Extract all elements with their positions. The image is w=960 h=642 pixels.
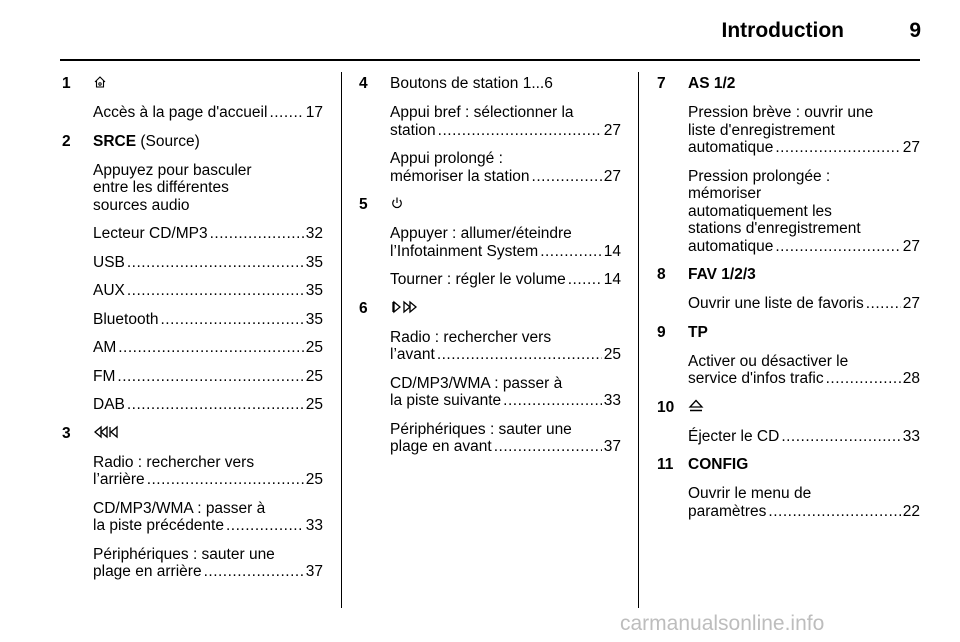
- entry-number: 3: [62, 424, 71, 442]
- page-reference[interactable]: 27: [902, 237, 920, 255]
- page-reference-line: [93, 104, 323, 122]
- index-entry: [657, 324, 920, 388]
- page-reference[interactable]: 25: [305, 396, 323, 413]
- page-reference[interactable]: 25: [603, 346, 621, 363]
- entry-heading: [93, 133, 323, 151]
- entry-description: [390, 421, 621, 456]
- reference-text: AUX: [93, 282, 125, 299]
- index-entry: [359, 196, 621, 289]
- dot-leader: [826, 370, 901, 388]
- dot-leader: [540, 243, 602, 261]
- entry-number: 10: [657, 398, 675, 416]
- entry-heading: [688, 266, 920, 284]
- reference-text: Bluetooth: [93, 310, 159, 328]
- description-line: mémoriser: [688, 185, 762, 202]
- entry-description: [93, 282, 323, 300]
- page-reference[interactable]: 35: [305, 282, 323, 299]
- dot-leader: [226, 517, 304, 535]
- dot-leader: [118, 339, 304, 357]
- entry-description: [93, 500, 323, 535]
- page-reference-line: [93, 339, 323, 357]
- dot-leader: [437, 346, 602, 364]
- entry-description: [390, 225, 621, 260]
- entry-body: [688, 75, 920, 255]
- page-reference-line: [93, 396, 323, 414]
- page-reference-line: [688, 503, 920, 521]
- description-line: Appuyer : allumer/éteindre: [390, 225, 572, 242]
- button-label: SRCE: [93, 132, 137, 150]
- reference-text: FM: [93, 367, 116, 385]
- description-line: Périphériques : sauter une: [93, 545, 275, 563]
- description-line: Activer ou désactiver le: [688, 352, 849, 370]
- entry-body: [390, 75, 621, 185]
- description-line: Ouvrir le menu de: [688, 485, 812, 502]
- description-line: Appui prolongé :: [390, 150, 503, 167]
- page-reference-line: [93, 563, 323, 581]
- entry-number: 9: [657, 323, 666, 341]
- page-reference-line: [390, 122, 621, 140]
- description-line: Radio : rechercher vers: [390, 328, 552, 346]
- entry-body: [390, 300, 621, 456]
- page-reference-line: [93, 471, 323, 489]
- entry-body: [93, 133, 323, 414]
- entry-number: 6: [359, 299, 368, 317]
- reference-text: automatique: [688, 139, 774, 156]
- watermark: carmanualsonline.info: [620, 612, 825, 635]
- description-line: Pression prolongée :: [688, 167, 831, 185]
- index-entry: [62, 75, 323, 122]
- button-label: AS 1/2: [688, 75, 736, 92]
- description-line: Appui bref : sélectionner la: [390, 104, 574, 121]
- dot-leader: [127, 282, 304, 300]
- home-icon: [93, 75, 107, 94]
- entry-description: [93, 162, 323, 215]
- entry-number: 2: [62, 132, 71, 150]
- description-line: liste d'enregistrement: [688, 121, 835, 139]
- dot-leader: [127, 254, 304, 272]
- page-reference[interactable]: 33: [902, 427, 920, 445]
- page-reference[interactable]: 25: [305, 367, 323, 385]
- index-entry: [62, 425, 323, 581]
- page-reference-line: [390, 168, 621, 186]
- description-line: Appuyez pour basculer: [93, 161, 252, 179]
- reference-text: l’Infotainment System: [390, 242, 539, 260]
- entry-description: [390, 150, 621, 185]
- page-reference-line: [688, 428, 920, 446]
- index-entry: [657, 399, 920, 446]
- page-reference-line: [688, 139, 920, 157]
- page-reference-line: [93, 311, 323, 329]
- description-line: entre les différentes: [93, 179, 229, 196]
- description-line: automatiquement les: [688, 202, 832, 220]
- entry-body: [390, 196, 621, 289]
- page-reference-line: [390, 271, 621, 289]
- page-number: 9: [909, 19, 921, 42]
- page-reference[interactable]: 14: [603, 242, 621, 260]
- dot-leader: [117, 368, 303, 386]
- page-reference-line: [688, 370, 920, 388]
- entry-heading: [390, 196, 621, 214]
- column-1: [62, 75, 323, 592]
- entry-description: [390, 271, 621, 289]
- seek-back-icon: [93, 425, 121, 444]
- entry-number: 7: [657, 75, 666, 92]
- page-reference[interactable]: 25: [305, 339, 323, 356]
- page-reference[interactable]: 35: [305, 310, 323, 328]
- dot-leader: [532, 168, 602, 186]
- column-divider-1: [341, 72, 342, 608]
- button-label: FAV 1/2/3: [688, 266, 756, 283]
- dot-leader: [161, 311, 304, 329]
- entry-description: [390, 329, 621, 364]
- page-reference[interactable]: 37: [603, 438, 621, 455]
- button-label: Boutons de station 1...6: [390, 75, 553, 92]
- entry-heading: [688, 75, 920, 93]
- dot-leader: [438, 122, 602, 140]
- description-line: CD/MP3/WMA : passer à: [390, 374, 563, 392]
- page-reference[interactable]: 33: [305, 517, 323, 534]
- dot-leader: [775, 139, 900, 157]
- entry-number: 11: [657, 456, 674, 473]
- header-rule: [60, 59, 920, 61]
- entry-description: [688, 104, 920, 157]
- entry-description: [93, 104, 323, 122]
- reference-text: Éjecter le CD: [688, 427, 780, 445]
- reference-text: mémoriser la station: [390, 167, 530, 185]
- button-label: CONFIG: [688, 456, 749, 473]
- page-reference[interactable]: 27: [902, 295, 920, 312]
- page-reference[interactable]: 37: [305, 563, 323, 580]
- description-line: CD/MP3/WMA : passer à: [93, 499, 266, 517]
- dot-leader: [269, 104, 303, 122]
- entry-heading: [390, 300, 621, 318]
- page-reference[interactable]: 33: [603, 392, 621, 409]
- reference-text: plage en arrière: [93, 563, 202, 580]
- column-2: [359, 75, 621, 467]
- dot-leader: [781, 428, 900, 446]
- page-reference-line: [390, 392, 621, 410]
- entry-number: 5: [359, 196, 368, 213]
- entry-body: [688, 456, 920, 520]
- dot-leader: [204, 563, 304, 581]
- reference-text: automatique: [688, 237, 774, 255]
- page-reference[interactable]: 17: [305, 104, 323, 121]
- page-reference-line: [93, 517, 323, 535]
- page-reference[interactable]: 27: [603, 121, 621, 139]
- page-reference-line: [93, 368, 323, 386]
- entry-body: [688, 266, 920, 313]
- reference-text: station: [390, 121, 436, 139]
- reference-text: Accès à la page d'accueil: [93, 104, 268, 121]
- reference-text: paramètres: [688, 502, 767, 520]
- entry-heading: [93, 75, 323, 93]
- index-entry: [62, 133, 323, 414]
- dot-leader: [127, 396, 304, 414]
- entry-heading: [688, 456, 920, 474]
- page-reference[interactable]: 28: [902, 370, 920, 387]
- entry-description: [390, 104, 621, 139]
- page-reference-line: [93, 254, 323, 272]
- dot-leader: [210, 225, 304, 243]
- entry-number: 8: [657, 266, 666, 283]
- entry-number: 1: [62, 75, 71, 92]
- entry-description: [93, 339, 323, 357]
- entry-number: 4: [359, 75, 368, 92]
- reference-text: DAB: [93, 396, 125, 413]
- page-reference[interactable]: 27: [603, 167, 621, 185]
- reference-text: la piste précédente: [93, 517, 224, 534]
- reference-text: la piste suivante: [390, 392, 502, 409]
- entry-description: [93, 396, 323, 414]
- index-entry: [657, 75, 920, 255]
- page-reference-line: [390, 346, 621, 364]
- entry-heading: [93, 425, 323, 443]
- reference-text: USB: [93, 253, 125, 271]
- page-title: Introduction: [721, 19, 844, 42]
- page-reference[interactable]: 22: [902, 502, 920, 520]
- entry-body: [688, 399, 920, 446]
- reference-text: AM: [93, 339, 117, 356]
- eject-icon: [688, 399, 704, 418]
- page-reference[interactable]: 27: [902, 139, 920, 156]
- entry-description: [688, 168, 920, 256]
- column-divider-2: [638, 72, 639, 608]
- entry-description: [93, 225, 323, 243]
- description-line: sources audio: [93, 196, 190, 214]
- dot-leader: [866, 295, 901, 313]
- dot-leader: [775, 238, 900, 256]
- index-entry: [657, 266, 920, 313]
- page-reference-line: [93, 225, 323, 243]
- reference-text: Tourner : régler le volume: [390, 271, 566, 288]
- entry-body: [93, 75, 323, 122]
- dot-leader: [147, 471, 304, 489]
- dot-leader: [568, 271, 602, 289]
- dot-leader: [494, 438, 602, 456]
- page-reference-line: [688, 295, 920, 313]
- button-label: TP: [688, 323, 708, 341]
- entry-description: [93, 254, 323, 272]
- description-line: Radio : rechercher vers: [93, 453, 255, 471]
- page-reference-line: [93, 282, 323, 300]
- page-reference[interactable]: 32: [305, 225, 323, 242]
- reference-text: l’avant: [390, 346, 435, 363]
- reference-text: service d'infos trafic: [688, 370, 824, 387]
- page-reference[interactable]: 14: [603, 271, 621, 288]
- entry-description: [688, 295, 920, 313]
- entry-description: [93, 454, 323, 489]
- entry-description: [93, 311, 323, 329]
- power-icon: [390, 196, 404, 215]
- column-3: [657, 75, 920, 531]
- reference-text: l’arrière: [93, 471, 145, 488]
- entry-description: [688, 353, 920, 388]
- index-entry: [657, 456, 920, 520]
- entry-body: [688, 324, 920, 388]
- reference-text: Ouvrir une liste de favoris: [688, 295, 864, 312]
- page-reference[interactable]: 25: [305, 471, 323, 488]
- entry-description: [390, 375, 621, 410]
- entry-heading: [688, 399, 920, 417]
- reference-text: Lecteur CD/MP3: [93, 225, 208, 242]
- entry-description: [93, 546, 323, 581]
- entry-description: [93, 368, 323, 386]
- entry-description: [688, 428, 920, 446]
- entry-description: [688, 485, 920, 520]
- entry-heading: [688, 324, 920, 342]
- reference-text: plage en avant: [390, 438, 492, 455]
- page-reference[interactable]: 35: [305, 253, 323, 271]
- button-label-suffix: (Source): [136, 132, 200, 150]
- description-line: stations d'enregistrement: [688, 220, 861, 237]
- page-reference-line: [390, 438, 621, 456]
- dot-leader: [503, 392, 602, 410]
- description-line: Pression brève : ouvrir une: [688, 104, 874, 121]
- page-reference-line: [688, 238, 920, 256]
- description-line: Périphériques : sauter une: [390, 420, 572, 438]
- page-reference-line: [390, 243, 621, 261]
- entry-heading: [390, 75, 621, 93]
- dot-leader: [768, 503, 900, 521]
- seek-forward-icon: [390, 300, 418, 319]
- entry-body: [93, 425, 323, 581]
- index-entry: [359, 75, 621, 185]
- index-entry: [359, 300, 621, 456]
